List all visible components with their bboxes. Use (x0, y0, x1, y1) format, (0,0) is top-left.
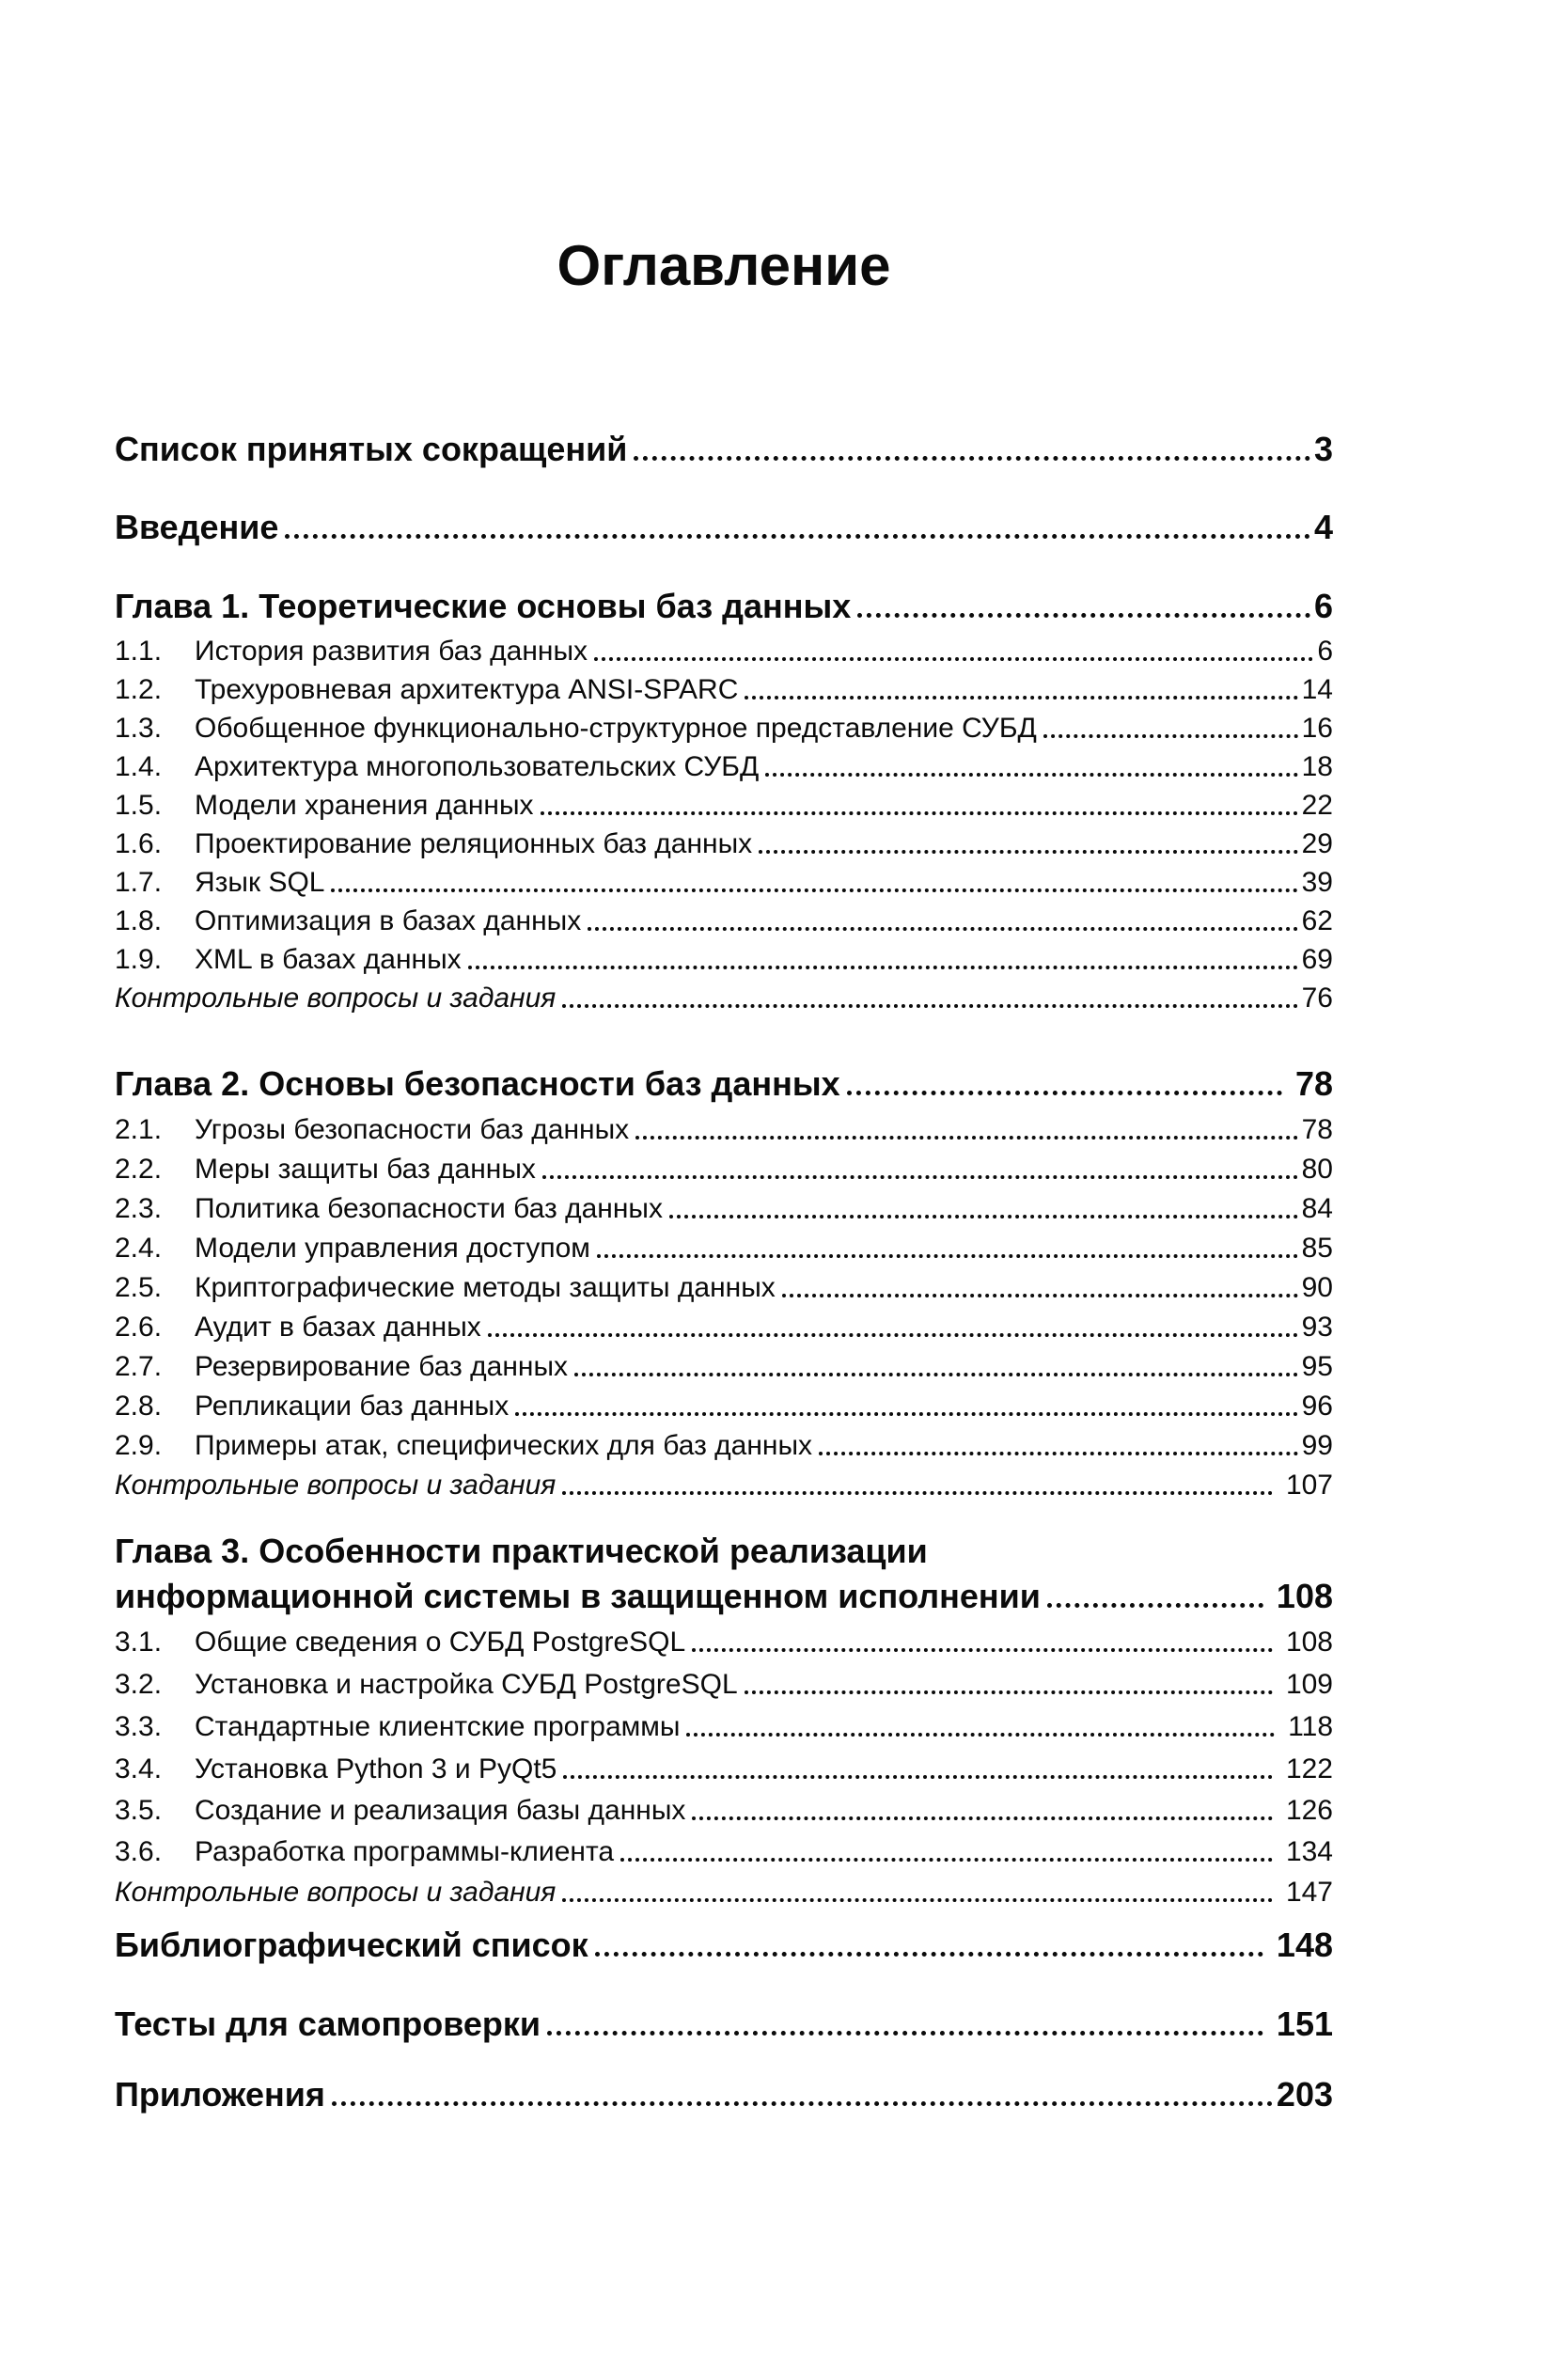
page-number: 4 (1313, 508, 1333, 546)
page-number: 16 (1301, 713, 1333, 744)
page-number: 18 (1301, 751, 1333, 782)
page-number: 14 (1301, 674, 1333, 705)
toc-entry (115, 2004, 1333, 2044)
page-number: 78 (1294, 1064, 1333, 1103)
entry-label: информационной системы в защищенном исполнении (115, 1577, 1041, 1615)
toc-entry (115, 1271, 1333, 1305)
dot-leader (686, 1733, 1275, 1737)
entry-label: Контрольные вопросы и задания (115, 1877, 557, 1908)
page-number: 203 (1276, 2075, 1333, 2114)
table-of-contents (115, 0, 1333, 2374)
entry-number: 3.6. (115, 1836, 163, 1867)
entry-number: 3.5. (115, 1795, 163, 1826)
entry-number: 1.5. (115, 790, 163, 821)
dot-leader (857, 613, 1310, 618)
entry-label: Установка и настройка СУБД PostgreSQL (195, 1669, 738, 1700)
toc-entry (115, 1710, 1333, 1744)
toc-entry (115, 1925, 1333, 1965)
toc-chapter-entry (115, 586, 1333, 626)
page-number: 107 (1285, 1470, 1333, 1501)
dot-leader (597, 1254, 1298, 1258)
dot-leader (332, 2101, 1273, 2106)
page-number: 78 (1301, 1114, 1333, 1145)
toc-entry (115, 429, 1333, 469)
page-number: 96 (1301, 1391, 1333, 1422)
dot-leader (1047, 1603, 1263, 1608)
dot-leader (595, 1952, 1263, 1957)
dot-leader (488, 1333, 1298, 1337)
dot-leader (692, 1648, 1273, 1652)
dot-leader (692, 1816, 1273, 1820)
entry-number: 3.3. (115, 1711, 163, 1742)
dot-leader (847, 1091, 1282, 1095)
entry-number: 2.1. (115, 1114, 163, 1145)
entry-number: 1.3. (115, 713, 163, 744)
dot-leader (782, 1294, 1298, 1297)
entry-label: Оптимизация в базах данных (195, 905, 582, 936)
entry-label: Глава 3. Особенности практической реализации (115, 1532, 928, 1570)
dot-leader (765, 773, 1297, 777)
entry-label: Меры защиты баз данных (195, 1154, 536, 1185)
entry-label: Глава 2. Основы безопасности баз данных (115, 1064, 840, 1103)
page-number: 148 (1276, 1926, 1333, 1964)
entry-number: 1.8. (115, 905, 163, 936)
toc-entry (115, 750, 1333, 784)
toc-entry (115, 635, 1333, 668)
page-number: 108 (1276, 1577, 1333, 1615)
dot-leader (620, 1858, 1273, 1862)
page-number: 99 (1301, 1430, 1333, 1461)
page-number: 69 (1301, 944, 1333, 975)
dot-leader (759, 850, 1297, 854)
entry-label: Угрозы безопасности баз данных (195, 1114, 630, 1145)
page-number: 126 (1285, 1795, 1333, 1826)
toc-entry (115, 1390, 1333, 1423)
toc-entry (115, 943, 1333, 977)
dot-leader (468, 966, 1298, 969)
toc-entry (115, 712, 1333, 746)
entry-label: XML в базах данных (195, 944, 462, 975)
page-number: 22 (1301, 790, 1333, 821)
toc-entry (115, 1192, 1333, 1226)
entry-number: 1.7. (115, 867, 163, 898)
entry-number: 2.4. (115, 1233, 163, 1264)
toc-entry (115, 866, 1333, 900)
dot-leader (588, 927, 1297, 931)
entry-number: 3.1. (115, 1627, 163, 1658)
entry-label: Криптографические методы защиты данных (195, 1272, 776, 1303)
page-title: Оглавление (557, 234, 891, 297)
entry-label: Модели хранения данных (195, 790, 534, 821)
page-number: 80 (1301, 1154, 1333, 1185)
entry-label: Введение (115, 508, 279, 546)
page-number: 109 (1285, 1669, 1333, 1700)
entry-label: Стандартные клиентские программы (195, 1711, 681, 1742)
toc-entry (115, 1668, 1333, 1702)
entry-number: 1.4. (115, 751, 163, 782)
entry-label: Общие сведения о СУБД PostgreSQL (195, 1627, 686, 1658)
toc-entry (115, 1753, 1333, 1786)
page-number: 3 (1313, 430, 1333, 468)
entry-label: Список принятых сокращений (115, 430, 628, 468)
dot-leader (745, 1690, 1273, 1694)
entry-number: 2.9. (115, 1430, 163, 1461)
toc-entry (115, 1626, 1333, 1659)
entry-label: Разработка программы-клиента (195, 1836, 615, 1867)
entry-label: Приложения (115, 2075, 325, 2114)
toc-chapter-entry (115, 1063, 1333, 1104)
entry-number: 3.2. (115, 1669, 163, 1700)
page-number: 6 (1317, 636, 1333, 667)
entry-number: 1.6. (115, 828, 163, 859)
entry-label: Установка Python 3 и PyQt5 (195, 1753, 557, 1784)
entry-label: Политика безопасности баз данных (195, 1193, 663, 1224)
dot-leader (574, 1373, 1298, 1376)
dot-leader (515, 1412, 1297, 1416)
entry-number: 2.2. (115, 1154, 163, 1185)
dot-leader (1043, 734, 1298, 738)
entry-label: Обобщенное функционально-структурное представление СУБД (195, 713, 1037, 744)
page-number: 62 (1301, 905, 1333, 936)
page-number: 93 (1301, 1312, 1333, 1343)
dot-leader (562, 1004, 1297, 1008)
dot-leader (542, 1175, 1298, 1179)
page-number: 29 (1301, 828, 1333, 859)
page-number: 151 (1276, 2005, 1333, 2043)
toc-entry (115, 1350, 1333, 1384)
entry-number: 2.3. (115, 1193, 163, 1224)
toc-entry (115, 1153, 1333, 1187)
entry-label: Глава 1. Теоретические основы баз данных (115, 587, 852, 625)
page-number: 76 (1301, 983, 1333, 1014)
entry-label: Язык SQL (195, 867, 325, 898)
dot-leader (285, 534, 1310, 539)
toc-entry (115, 2074, 1333, 2115)
dot-leader (331, 888, 1297, 892)
page-number: 134 (1285, 1836, 1333, 1867)
dot-leader (562, 1491, 1273, 1495)
dot-leader (745, 696, 1297, 700)
toc-entry (115, 1113, 1333, 1147)
dot-leader (594, 657, 1313, 661)
toc-chapter-entry-line2 (115, 1576, 1333, 1616)
page-number: 85 (1301, 1233, 1333, 1264)
entry-number: 2.8. (115, 1391, 163, 1422)
entry-label: Проектирование реляционных баз данных (195, 828, 753, 859)
dot-leader (563, 1775, 1273, 1779)
entry-number: 1.1. (115, 636, 163, 667)
toc-entry (115, 1232, 1333, 1266)
page-number: 108 (1285, 1627, 1333, 1658)
dot-leader (562, 1898, 1273, 1902)
entry-label: Примеры атак, специфических для баз данных (195, 1430, 813, 1461)
entry-label: Репликации баз данных (195, 1391, 510, 1422)
toc-entry (115, 673, 1333, 707)
toc-entry (115, 827, 1333, 861)
entry-label: Аудит в базах данных (195, 1312, 481, 1343)
toc-entry (115, 1429, 1333, 1463)
entry-label: Контрольные вопросы и задания (115, 1470, 557, 1501)
entry-label: Архитектура многопользовательских СУБД (195, 751, 760, 782)
entry-number: 2.5. (115, 1272, 163, 1303)
entry-label: История развития баз данных (195, 636, 588, 667)
toc-entry (115, 1469, 1333, 1502)
page-number: 118 (1288, 1711, 1333, 1742)
entry-number: 2.6. (115, 1312, 163, 1343)
toc-entry (115, 507, 1333, 547)
page-number: 122 (1285, 1753, 1333, 1784)
page-number: 95 (1301, 1351, 1333, 1382)
entry-label: Резервирование баз данных (195, 1351, 569, 1382)
page-number: 6 (1313, 587, 1333, 625)
entry-label: Тесты для самопроверки (115, 2005, 541, 2043)
entry-label: Модели управления доступом (195, 1233, 590, 1264)
entry-label: Создание и реализация базы данных (195, 1795, 686, 1826)
dot-leader (635, 1136, 1297, 1140)
entry-label: Трехуровневая архитектура ANSI-SPARC (195, 674, 739, 705)
dot-leader (547, 2031, 1263, 2036)
entry-number: 2.7. (115, 1351, 163, 1382)
dot-leader (541, 811, 1298, 815)
entry-label: Контрольные вопросы и задания (115, 983, 557, 1014)
dot-leader (669, 1215, 1298, 1218)
entry-label: Библиографический список (115, 1926, 588, 1964)
toc-chapter-entry-line1 (115, 1531, 1333, 1571)
toc-entry (115, 1876, 1333, 1910)
page-number: 147 (1285, 1877, 1333, 1908)
toc-entry (115, 982, 1333, 1015)
dot-leader (634, 456, 1310, 461)
page-number: 84 (1301, 1193, 1333, 1224)
entry-number: 3.4. (115, 1753, 163, 1784)
entry-number: 1.2. (115, 674, 163, 705)
dot-leader (819, 1452, 1298, 1455)
toc-entry (115, 1311, 1333, 1344)
page-number: 90 (1301, 1272, 1333, 1303)
toc-entry (115, 904, 1333, 938)
toc-entry (115, 1835, 1333, 1869)
entry-number: 1.9. (115, 944, 163, 975)
toc-entry (115, 1794, 1333, 1828)
toc-entry (115, 789, 1333, 823)
page-number: 39 (1301, 867, 1333, 898)
